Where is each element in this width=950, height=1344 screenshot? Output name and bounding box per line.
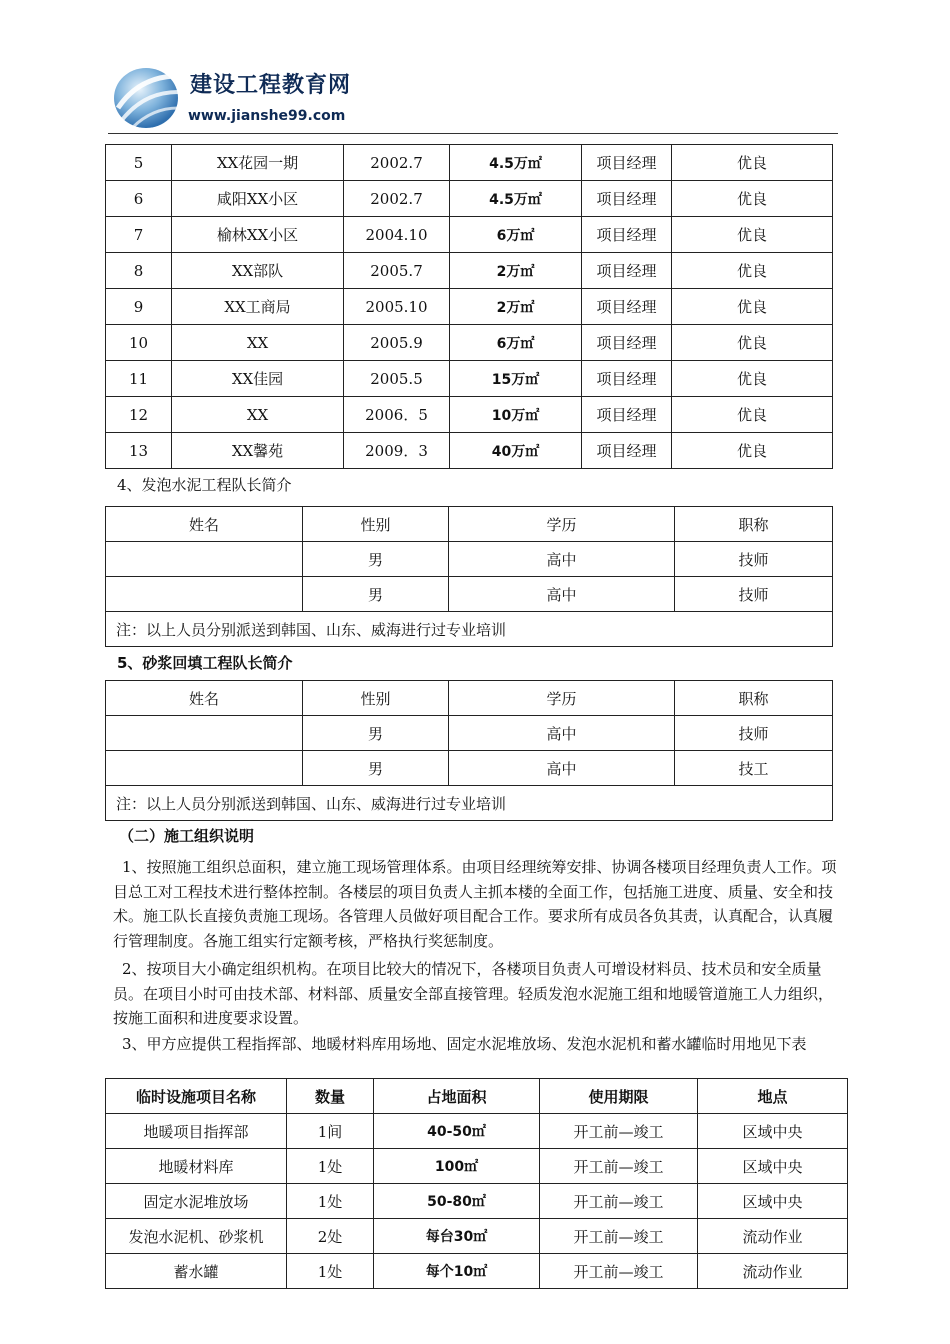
table-cell: 地暖项目指挥部: [106, 1114, 287, 1149]
table-cell: 项目经理: [582, 433, 672, 469]
table-cell: 2002.7: [344, 181, 450, 217]
table-cell: 2002.7: [344, 145, 450, 181]
table-cell: 高中: [449, 716, 675, 751]
table-cell: 男: [303, 577, 449, 612]
table-cell: 榆林XX小区: [172, 217, 344, 253]
table-row: [106, 397, 833, 433]
header-cell: 占地面积: [374, 1079, 540, 1114]
table-cell: 13: [106, 433, 172, 469]
note-row: [106, 786, 833, 821]
table-row: [106, 1184, 848, 1219]
table-cell: 流动作业: [698, 1254, 848, 1289]
table-cell: XX花园一期: [172, 145, 344, 181]
table-cell: 优良: [672, 253, 833, 289]
table-cell: 咸阳XX小区: [172, 181, 344, 217]
table-cell: [106, 716, 303, 751]
table-cell: 2万㎡: [450, 289, 582, 325]
table-cell: 每台30㎡: [374, 1219, 540, 1254]
table-cell: 男: [303, 751, 449, 786]
table-cell: 1处: [287, 1149, 374, 1184]
table-cell: 开工前—竣工: [540, 1219, 698, 1254]
table-cell: 15万㎡: [450, 361, 582, 397]
table-cell: 区域中央: [698, 1114, 848, 1149]
table-row: [106, 145, 833, 181]
table-row: [106, 289, 833, 325]
table-cell: 50-80㎡: [374, 1184, 540, 1219]
table-cell: 优良: [672, 361, 833, 397]
paragraph-2: 2、按项目大小确定组织机构。在项目比较大的情况下，各楼项目负责人可增设材料员、技术员和安全质量员。在项目小时可由技术部、材料部、质量安全部直接管理。轻质发泡水泥施工组和地暖管道施工人力组织，按施工面积和进度要求设置。: [113, 960, 834, 1027]
table-cell: 1间: [287, 1114, 374, 1149]
table-cell: 发泡水泥机、砂浆机: [106, 1219, 287, 1254]
table-cell: 项目经理: [582, 181, 672, 217]
table-cell: 区域中央: [698, 1149, 848, 1184]
table-cell: 2006．5: [344, 397, 450, 433]
table-cell: 2005.7: [344, 253, 450, 289]
note-row: [106, 612, 833, 647]
mortar-team-table: [105, 680, 833, 821]
table-cell: 流动作业: [698, 1219, 848, 1254]
header-cell: 数量: [287, 1079, 374, 1114]
table-cell: 2009．3: [344, 433, 450, 469]
table-cell: 8: [106, 253, 172, 289]
table-cell: 优良: [672, 397, 833, 433]
table-row: [106, 325, 833, 361]
table-cell: 100㎡: [374, 1149, 540, 1184]
table-row: [106, 751, 833, 786]
org-section-heading: （二）施工组织说明: [119, 827, 255, 845]
table-cell: [106, 577, 303, 612]
table-cell: XX部队: [172, 253, 344, 289]
table-cell: 每个10㎡: [374, 1254, 540, 1289]
table-cell: 40万㎡: [450, 433, 582, 469]
table-cell: 6万㎡: [450, 217, 582, 253]
table-cell: 4.5万㎡: [450, 145, 582, 181]
header-cell: 地点: [698, 1079, 848, 1114]
table-cell: [106, 751, 303, 786]
table-cell: 6万㎡: [450, 325, 582, 361]
table-cell: XX佳园: [172, 361, 344, 397]
table-cell: 项目经理: [582, 289, 672, 325]
page-header: [108, 50, 838, 134]
table-cell: 开工前—竣工: [540, 1184, 698, 1219]
table-cell: 固定水泥堆放场: [106, 1184, 287, 1219]
table-row: [106, 1219, 848, 1254]
table-cell: 11: [106, 361, 172, 397]
table-cell: 开工前—竣工: [540, 1114, 698, 1149]
note-cell: 注：以上人员分别派送到韩国、山东、威海进行过专业培训: [106, 612, 833, 647]
table-cell: 男: [303, 542, 449, 577]
table-cell: XX: [172, 397, 344, 433]
table-cell: [106, 542, 303, 577]
note-cell: 注：以上人员分别派送到韩国、山东、威海进行过专业培训: [106, 786, 833, 821]
paragraph-3: 3、甲方应提供工程指挥部、地暖材料库用场地、固定水泥堆放场、发泡水泥机和蓄水罐临时用地见下表: [122, 1035, 807, 1053]
brand-name: 建设工程教育网: [190, 73, 352, 98]
table-cell: 技工: [675, 751, 833, 786]
table-cell: 技师: [675, 577, 833, 612]
header-cell: 职称: [675, 681, 833, 716]
table-cell: 项目经理: [582, 325, 672, 361]
table-cell: 高中: [449, 751, 675, 786]
section5-heading: 5、砂浆回填工程队长简介: [117, 654, 293, 672]
table-cell: XX: [172, 325, 344, 361]
foam-cement-team-table: [105, 506, 833, 647]
section4-heading: 4、发泡水泥工程队长简介: [117, 476, 292, 494]
header-cell: 性别: [303, 681, 449, 716]
table-cell: 5: [106, 145, 172, 181]
table-cell: 项目经理: [582, 217, 672, 253]
table-cell: 项目经理: [582, 361, 672, 397]
table-cell: 7: [106, 217, 172, 253]
table-row: [106, 1114, 848, 1149]
table-cell: 男: [303, 716, 449, 751]
paragraph-1: 1、按照施工组织总面积，建立施工现场管理体系。由项目经理统筹安排、协调各楼项目经理负责人工作。项目总工对工程技术进行整体控制。各楼层的项目负责人主抓本楼的全面工作，包括施工进度、质量、安全和技术。施工队长直接负责施工现场。各管理人员做好项目配合工作。要求所有成员各负其责，认真配合，认真履行管理制度。各施工组实行定额考核，严格执行奖惩制度。: [113, 858, 837, 950]
table-cell: 4.5万㎡: [450, 181, 582, 217]
table-cell: 项目经理: [582, 253, 672, 289]
table-cell: 12: [106, 397, 172, 433]
table-cell: 优良: [672, 289, 833, 325]
table-cell: 高中: [449, 577, 675, 612]
table-row: [106, 716, 833, 751]
table-header-row: [106, 681, 833, 716]
header-cell: 学历: [449, 507, 675, 542]
table-cell: 优良: [672, 433, 833, 469]
table-cell: 蓄水罐: [106, 1254, 287, 1289]
table-header-row: [106, 1079, 848, 1114]
table-cell: 2处: [287, 1219, 374, 1254]
temporary-facilities-table: [105, 1078, 848, 1289]
table-header-row: [106, 507, 833, 542]
table-cell: 地暖材料库: [106, 1149, 287, 1184]
table-cell: 优良: [672, 145, 833, 181]
table-cell: 2万㎡: [450, 253, 582, 289]
header-cell: 使用期限: [540, 1079, 698, 1114]
table-cell: 1处: [287, 1184, 374, 1219]
table-cell: 10万㎡: [450, 397, 582, 433]
table-row: [106, 361, 833, 397]
table-cell: 10: [106, 325, 172, 361]
table-cell: 区域中央: [698, 1184, 848, 1219]
table-cell: 优良: [672, 325, 833, 361]
header-cell: 姓名: [106, 681, 303, 716]
brand-url: www.jianshe99.com: [188, 108, 346, 124]
table-cell: 2005.9: [344, 325, 450, 361]
table-cell: 开工前—竣工: [540, 1254, 698, 1289]
header-cell: 学历: [449, 681, 675, 716]
table-cell: XX馨苑: [172, 433, 344, 469]
header-divider: [108, 133, 838, 134]
header-cell: 临时设施项目名称: [106, 1079, 287, 1114]
table-cell: 2004.10: [344, 217, 450, 253]
table-row: [106, 1149, 848, 1184]
table-cell: 2005.5: [344, 361, 450, 397]
table-cell: 技师: [675, 716, 833, 751]
table-cell: 优良: [672, 181, 833, 217]
globe-logo-icon: [108, 58, 186, 134]
table-cell: 2005.10: [344, 289, 450, 325]
table-cell: 开工前—竣工: [540, 1149, 698, 1184]
table-cell: 9: [106, 289, 172, 325]
table-row: [106, 542, 833, 577]
table-row: [106, 577, 833, 612]
table-cell: 1处: [287, 1254, 374, 1289]
table-cell: 项目经理: [582, 397, 672, 433]
table-cell: 技师: [675, 542, 833, 577]
project-table: [105, 144, 833, 469]
table-cell: 高中: [449, 542, 675, 577]
table-row: [106, 253, 833, 289]
header-cell: 姓名: [106, 507, 303, 542]
table-row: [106, 433, 833, 469]
header-cell: 性别: [303, 507, 449, 542]
table-cell: 40-50㎡: [374, 1114, 540, 1149]
table-row: [106, 181, 833, 217]
header-cell: 职称: [675, 507, 833, 542]
table-cell: 项目经理: [582, 145, 672, 181]
table-row: [106, 217, 833, 253]
table-row: [106, 1254, 848, 1289]
table-cell: 优良: [672, 217, 833, 253]
table-cell: XX工商局: [172, 289, 344, 325]
table-cell: 6: [106, 181, 172, 217]
